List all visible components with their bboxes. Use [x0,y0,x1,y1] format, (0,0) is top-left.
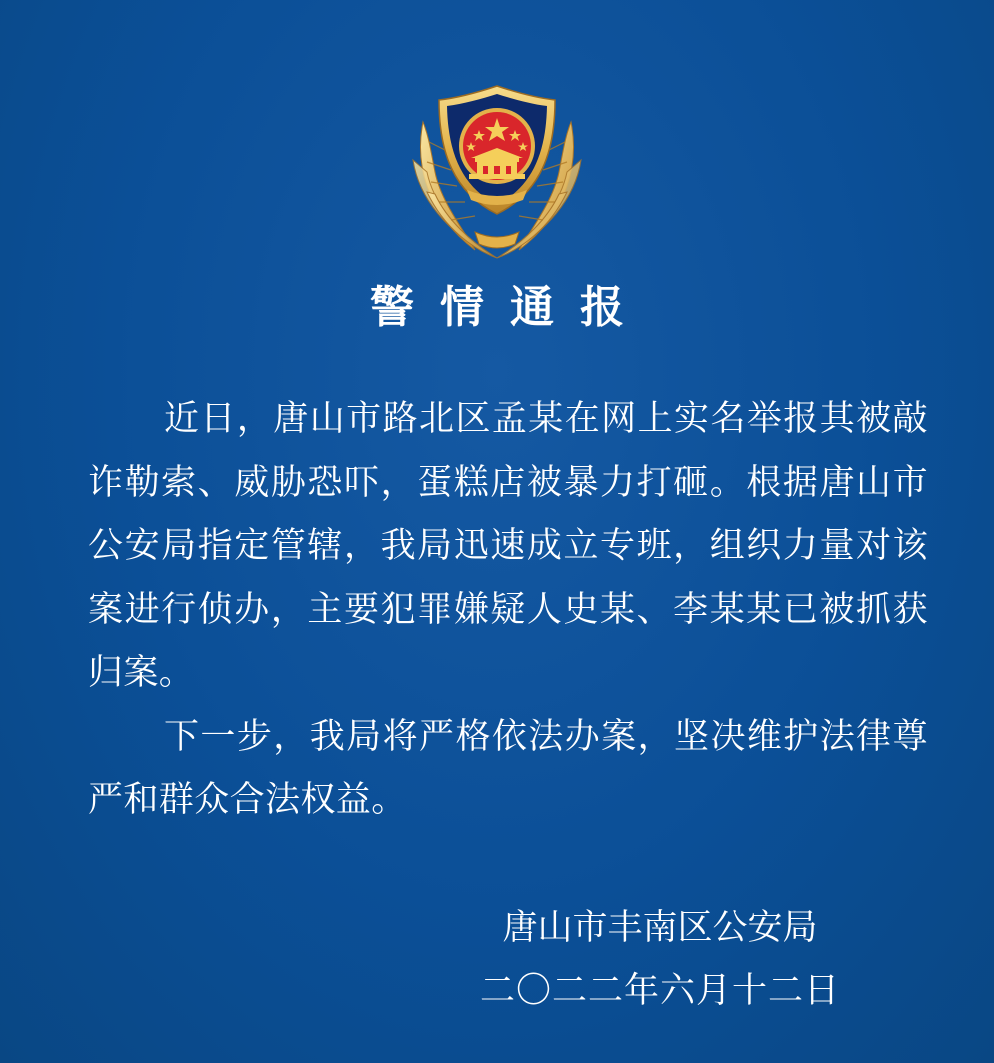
notice-paragraph: 近日，唐山市路北区孟某在网上实名举报其被敲诈勒索、威胁恐吓，蛋糕店被暴力打砸。根据唐山市公安局指定管辖，我局迅速成立专班，组织力量对该案进行侦办，主要犯罪嫌疑人史某、李某某已被抓获归案。 [88,399,928,693]
issue-date: 二〇二二年六月十二日 [479,971,840,1011]
issuer-name: 唐山市丰南区公安局 [502,908,818,948]
police-emblem-icon [405,82,589,260]
notice-body [88,388,928,833]
notice-paragraph: 下一步，我局将严格依法办案，坚决维护法律尊严和群众合法权益。 [88,716,928,820]
notice-title: 警情通报 [370,282,650,333]
